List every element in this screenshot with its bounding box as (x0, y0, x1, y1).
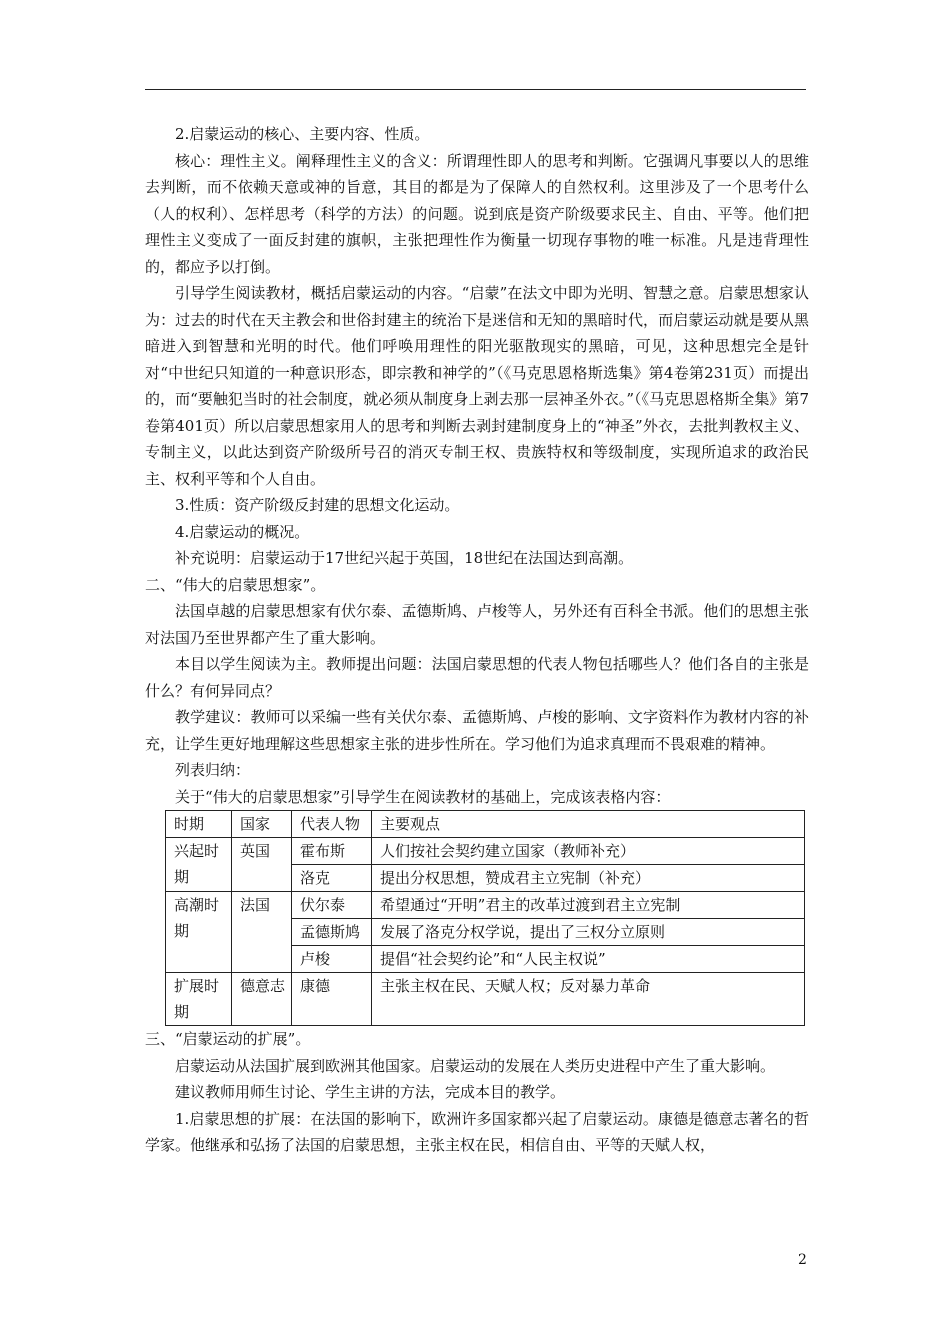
document-body (145, 121, 809, 1159)
person-cell: 康德 (292, 973, 372, 1026)
view-cell: 提倡“社会契约论”和“人民主权说” (372, 946, 805, 973)
person-cell: 伏尔泰 (292, 892, 372, 919)
view-cell: 提出分权思想，赞成君主立宪制（补充） (372, 865, 805, 892)
paragraph-expansion: 启蒙运动从法国扩展到欧洲其他国家。启蒙运动的发展在人类历史进程中产生了重大影响。 (175, 1056, 776, 1075)
view-cell: 主张主权在民、天赋人权；反对暴力革命 (372, 973, 805, 1026)
table-row (166, 892, 805, 919)
period-cell: 兴起时期 (166, 838, 232, 892)
section-heading-2: 二、“伟大的启蒙思想家”。 (145, 575, 326, 594)
paragraph-reading-questions: 本目以学生阅读为主。教师提出问题：法国启蒙思想的代表人物包括哪些人？他们各自的主张是什么？有何异同点？ (145, 655, 809, 700)
page-number: 2 (798, 1252, 807, 1268)
table-header-row (166, 811, 805, 838)
paragraph-teaching-method: 建议教师用师生讨论、学生主讲的方法，完成本目的教学。 (175, 1083, 566, 1101)
view-cell: 希望通过“开明”君主的改革过渡到君主立宪制 (372, 892, 805, 919)
view-cell: 发展了洛克分权学说，提出了三权分立原则 (372, 919, 805, 946)
person-cell: 洛克 (292, 865, 372, 892)
period-cell: 扩展时期 (166, 973, 232, 1026)
thinkers-table (165, 810, 805, 1026)
paragraph-overview: 4.启蒙运动的概况。 (175, 522, 310, 541)
paragraph-nature: 3.性质：资产阶级反封建的思想文化运动。 (175, 496, 460, 514)
header-rule (145, 89, 806, 90)
paragraph-supplement: 补充说明：启蒙运动于17世纪兴起于英国，18世纪在法国达到高潮。 (175, 549, 634, 567)
paragraph-teaching-advice: 教学建议：教师可以采编一些有关伏尔泰、孟德斯鸠、卢梭的影响、文字资料作为教材内容的补充，让学生更好地理解这些思想家主张的进步性所在。学习他们为追求真理而不畏艰难的精神。 (145, 708, 809, 753)
period-cell: 高潮时期 (166, 892, 232, 973)
person-cell: 卢梭 (292, 946, 372, 973)
paragraph-rationalism: 核心：理性主义。阐释理性主义的含义：所谓理性即人的思考和判断。它强调凡事要以人的思维去判断，而不依赖天意或神的旨意，其目的都是为了保障人的自然权利。这里涉及了一个思考什么（人的权利）、怎样思考（科学的方法）的问题。说到底是资产阶级要求民主、自由、平等。他们把理性主义变成了一面反封建的旗帜，主张把理性作为衡量一切现存事物的唯一标准。凡是违背理性的，都应予以打倒。 (145, 151, 809, 276)
paragraph-spread: 1.启蒙思想的扩展：在法国的影响下，欧洲许多国家都兴起了启蒙运动。康德是德意志著名的哲学家。他继承和弘扬了法国的启蒙思想，主张主权在民，相信自由、平等的天赋人权， (145, 1109, 809, 1154)
section-heading-3: 三、“启蒙运动的扩展”。 (145, 1030, 311, 1048)
view-cell: 人们按社会契约建立国家（教师补充） (372, 838, 805, 865)
table-row (166, 838, 805, 865)
table-header-cell: 代表人物 (292, 811, 372, 838)
paragraph-french-thinkers: 法国卓越的启蒙思想家有伏尔泰、孟德斯鸠、卢梭等人，另外还有百科全书派。他们的思想主张对法国乃至世界都产生了重大影响。 (145, 602, 809, 647)
paragraph-enlightenment-content: 引导学生阅读教材，概括启蒙运动的内容。“启蒙”在法文中即为光明、智慧之意。启蒙思想家认为：过去的时代在天主教会和世俗封建主的统治下是迷信和无知的黑暗时代，而启蒙运动就是要从黑暗进入到智慧和光明的时代。他们呼唤用理性的阳光驱散现实的黑暗，可见，这种思想完全是针对“中世纪只知道的一种意识形态，即宗教和神学的”（《马克思恩格斯选集》第4卷第231页）而提出的，而“要触犯当时的社会制度，就必须从制度身上剥去那一层神圣外衣。”（《马克思恩格斯全集》第7卷第401页）所以启蒙思想家用人的思考和判断去剥封建制度身上的“神圣”外衣，去批判教权主义、专制主义，以此达到资产阶级所号召的消灭专制王权、贵族特权和等级制度，实现所追求的政治民主、权利平等和个人自由。 (145, 284, 809, 488)
table-header-cell: 时期 (166, 811, 232, 838)
table-header-cell: 主要观点 (372, 811, 805, 838)
paragraph-table-instruction: 关于“伟大的启蒙思想家”引导学生在阅读教材的基础上，完成该表格内容： (175, 787, 671, 806)
paragraph-core-content-title: 2.启蒙运动的核心、主要内容、性质。 (175, 125, 430, 143)
table-row (166, 973, 805, 1026)
table-header-cell: 国家 (232, 811, 292, 838)
country-cell: 法国 (232, 892, 292, 973)
country-cell: 英国 (232, 838, 292, 892)
paragraph-table-intro: 列表归纳： (175, 761, 251, 779)
person-cell: 孟德斯鸠 (292, 919, 372, 946)
person-cell: 霍布斯 (292, 838, 372, 865)
country-cell: 德意志 (232, 973, 292, 1026)
